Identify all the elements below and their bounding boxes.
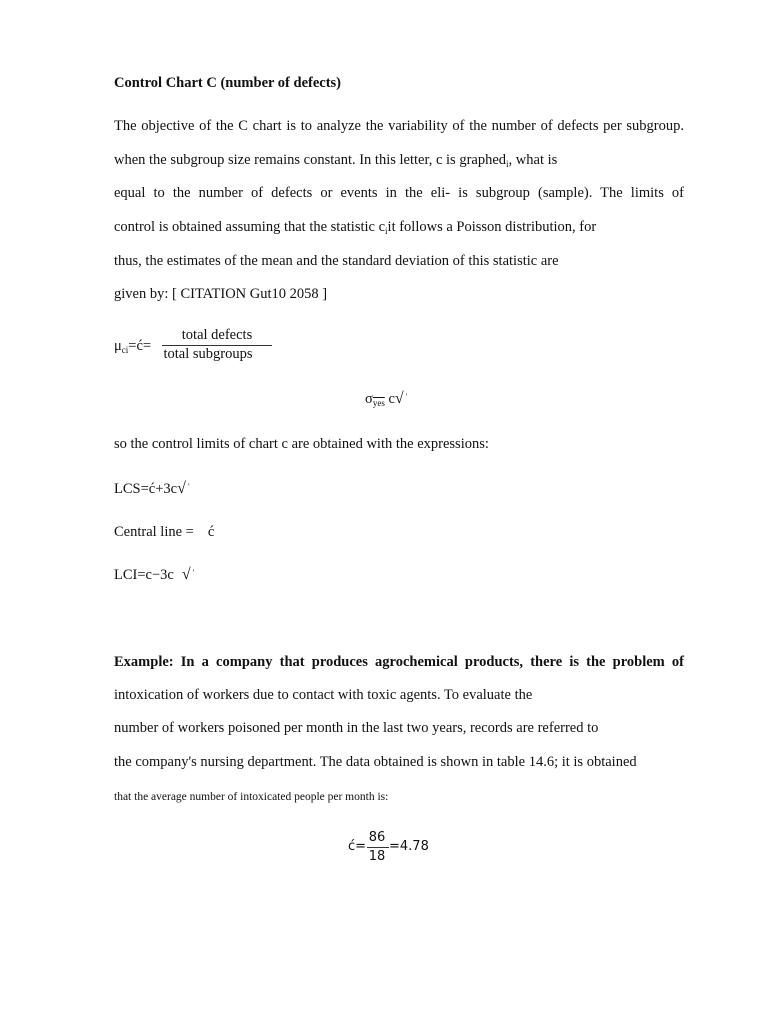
average-formula-numerator: 86 xyxy=(368,830,386,845)
intro-line-6: given by: [ CITATION Gut10 2058 ] xyxy=(114,286,328,302)
square-root-icon: √ ' xyxy=(177,480,190,497)
mean-formula-denominator: total subgroups xyxy=(163,346,253,362)
lcs-formula: LCS=ć+3c√ ' xyxy=(114,480,190,497)
example-small-line: that the average number of intoxicated people per month is: xyxy=(114,791,389,803)
average-formula-lhs: ć= xyxy=(348,839,367,854)
example-line-2: number of workers poisoned per month in the last two years, records are referred to xyxy=(114,720,599,736)
page-title: Control Chart C (number of defects) xyxy=(114,75,342,91)
average-formula-denominator: 18 xyxy=(368,849,386,864)
example-line-3: the company's nursing department. The data obtained is shown in table 14.6; it is obtained xyxy=(114,754,637,770)
intro-line-1: The objective of the C chart is to analyze the variability of the number of defects per subgroup. xyxy=(114,118,684,134)
intro-line-3: equal to the number of defects or events in the eli- is subgroup (sample). The limits of xyxy=(114,185,684,201)
mean-formula-numerator: total defects xyxy=(181,327,253,343)
example-bold-line: Example: In a company that produces agrochemical products, there is the problem of xyxy=(114,654,684,670)
intro-line-5: thus, the estimates of the mean and the standard deviation of this statistic are xyxy=(114,253,559,269)
intro-line-2: when the subgroup size remains constant. In this letter, c is graphed$_i$, what is xyxy=(114,152,558,169)
lci-formula: LCI=c−3c √ ' xyxy=(114,566,195,583)
central-line-formula: Central line = ć xyxy=(114,524,215,540)
square-root-icon: √ ' xyxy=(394,390,408,407)
mean-formula-lhs: $\mu_{ci}=ć=$ xyxy=(114,338,152,355)
square-root-icon: √ ' xyxy=(181,566,195,583)
average-formula-result: =4.78 xyxy=(389,839,429,854)
limits-intro: so the control limits of chart c are obtained with the expressions: xyxy=(114,436,489,452)
example-line-1: intoxication of workers due to contact with toxic agents. To evaluate the xyxy=(114,687,533,703)
fraction-bar xyxy=(367,847,389,848)
sigma-formula: $\sigma_{\overline{yes}}$ c√ ' xyxy=(365,390,408,408)
intro-line-4: control is obtained assuming that the statistic $c_iit$ follows a Poisson distribution, for xyxy=(114,219,597,236)
